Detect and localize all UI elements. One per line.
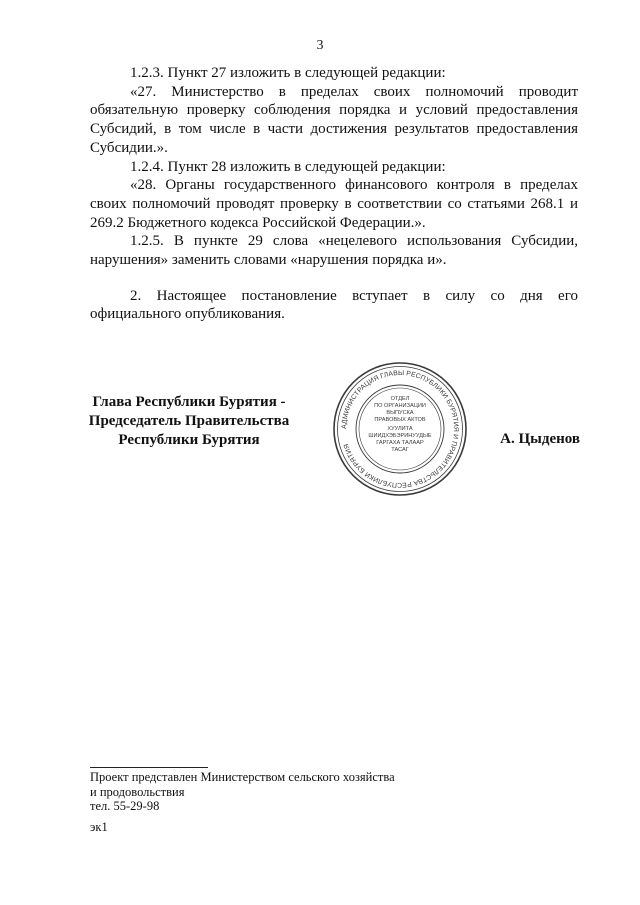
signatory-position-line: Глава Республики Бурятия - xyxy=(92,394,286,410)
paragraph-1-2-5: 1.2.5. В пункте 29 слова «нецелевого использования Субсидии, нарушения» заменить словами «нарушения порядка и». xyxy=(90,233,578,269)
signatory-position-line: Председатель Правительства xyxy=(88,413,290,429)
page-number: 3 xyxy=(316,38,324,53)
signatory-position-line: Республики Бурятия xyxy=(118,432,260,448)
seal-center-line: ГАРГАХА ТАЛААР xyxy=(376,440,424,446)
seal-center-line: ПРАВОВЫХ АКТОВ xyxy=(374,417,426,423)
official-seal xyxy=(330,360,470,498)
paragraph-1-2-3: 1.2.3. Пункт 27 изложить в следующей редакции: xyxy=(130,65,446,81)
seal-ring-text: АДМИНИСТРАЦИЯ ГЛАВЫ РЕСПУБЛИКИ БУРЯТИЯ И ПРАВИТЕЛЬСТВА РЕСПУБЛИКИ БУРЯТИЯ xyxy=(340,369,460,489)
paragraph-point-28: «28. Органы государственного финансового контроля в пределах своих полномочий проводят проверку в соответствии со статьями 268.1 и 269.2 Бюджетного кодекса Российской Федерации.». xyxy=(90,177,578,231)
seal-center-line: ШИИДХЭБЭРИНУУДЫЕ xyxy=(368,433,432,439)
seal-center-line: ХУУЛИТА xyxy=(387,426,413,432)
signatory-position xyxy=(80,393,298,450)
document-body xyxy=(90,64,578,324)
seal-center-line: ПО ОРГАНИЗАЦИИ xyxy=(374,403,426,409)
seal-center-line: ТАСАГ xyxy=(391,447,409,453)
paragraph-1-2-4: 1.2.4. Пункт 28 изложить в следующей редакции: xyxy=(130,158,446,175)
executor-code: эк1 xyxy=(90,820,108,834)
seal-center-line: ВЫПУСКА xyxy=(386,410,414,416)
seal-center-line: ОТДЕЛ xyxy=(390,396,410,402)
footnote-line: тел. 55-29-98 xyxy=(90,799,160,813)
footnote xyxy=(90,770,490,814)
footnote-divider xyxy=(90,767,208,768)
footnote-line: Проект представлен Министерством сельского хозяйства xyxy=(90,770,395,784)
paragraph-point-27: «27. Министерство в пределах своих полномочий проводит обязательную проверку соблюдения порядка и условий предоставления Субсидий, в том числе в части достижения результатов предоставления Субсидии.». xyxy=(90,83,578,156)
footnote-line: и продовольствия xyxy=(90,784,185,799)
paragraph-effective-date: 2. Настоящее постановление вступает в силу со дня его официального опубликования. xyxy=(90,287,578,323)
signatory-name: А. Цыденов xyxy=(500,431,580,447)
